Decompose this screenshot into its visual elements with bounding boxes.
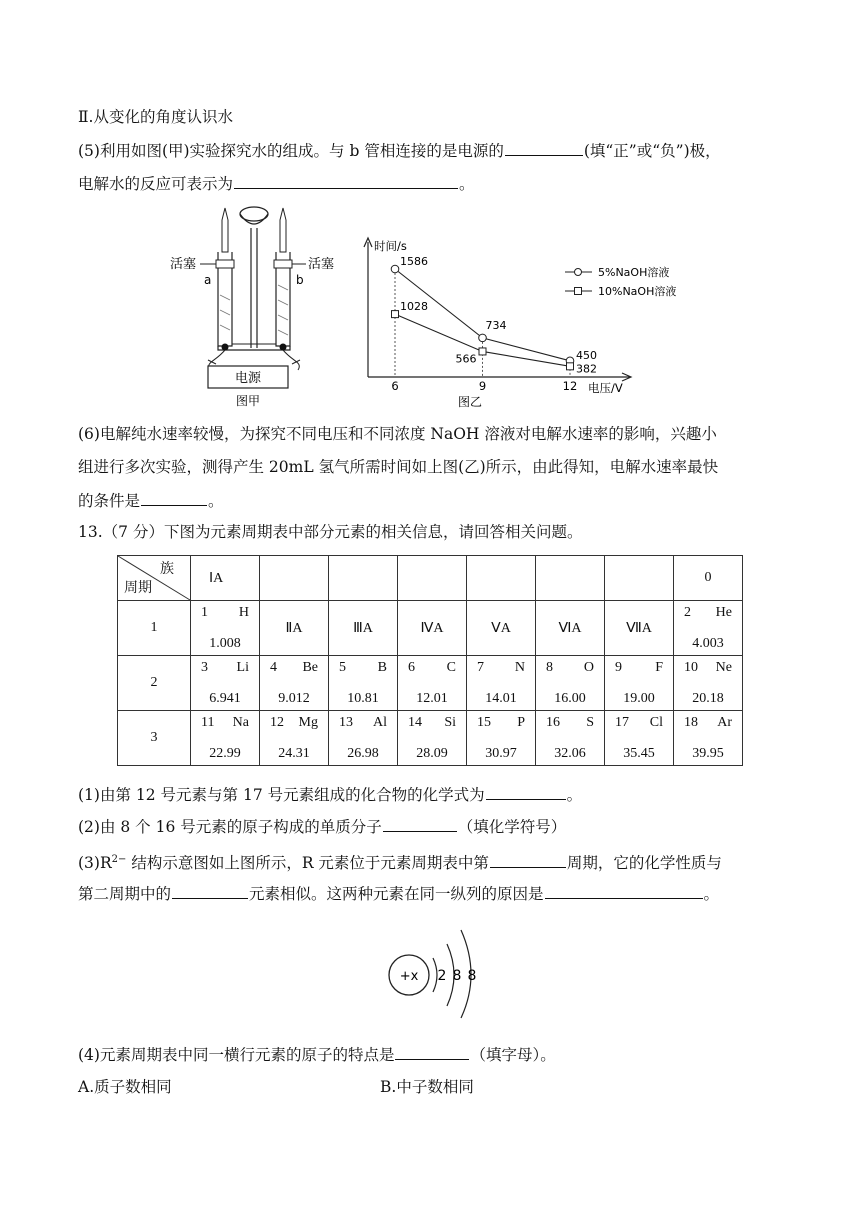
q6-line1: (6)电解纯水速率较慢，为探究不同电压和不同浓度 NaOH 溶液对电解水速率的影响，兴趣小 xyxy=(78,425,717,443)
y-axis-label: 时间/s xyxy=(374,239,407,253)
period-2: 2 xyxy=(118,656,191,711)
element-Si: 14 Si 28.09 xyxy=(408,715,456,761)
period-1: 1 xyxy=(118,601,191,656)
q13-2-blank[interactable] xyxy=(383,815,457,832)
q13-3-line2 xyxy=(78,882,719,905)
q6-line3 xyxy=(78,489,224,512)
q13-3-blank-element[interactable] xyxy=(172,882,248,899)
valve-right-label: 活塞 xyxy=(308,257,335,272)
element-Li: 3 Li 6.941 xyxy=(201,660,249,706)
q6-line2: 组进行多次实验，测得产生 20mL 氢气所需时间如上图(乙)所示，由此得知，电解水速率最快 xyxy=(78,458,719,476)
group-VIA: ⅥA xyxy=(536,601,605,656)
shell-3-electrons: 8 xyxy=(467,968,477,984)
tube-a-label: a xyxy=(204,273,212,287)
q5-text: (5)利用如图(甲)实验探究水的组成。与 b 管相连接的是电源的 xyxy=(78,142,504,160)
q13-4-text: （填字母）。 xyxy=(470,1046,556,1064)
q6-blank-condition[interactable] xyxy=(141,489,207,506)
q13-4-blank[interactable] xyxy=(395,1043,469,1060)
q13-3-line1 xyxy=(78,849,722,874)
periodic-table xyxy=(117,555,743,766)
element-Mg: 12 Mg 24.31 xyxy=(270,715,318,761)
group-VIIA: ⅦA xyxy=(605,601,674,656)
q13-2-text: （填化学符号） xyxy=(457,818,567,836)
group-IVA: ⅣA xyxy=(398,601,467,656)
element-Ne: 10 Ne 20.18 xyxy=(684,660,732,706)
q13-3-text: 。 xyxy=(703,885,720,903)
element-O: 8 O 16.00 xyxy=(546,660,594,706)
option-A[interactable]: A.质子数相同 xyxy=(78,1078,172,1096)
power-label: 电源 xyxy=(234,371,262,386)
data-label: 734 xyxy=(485,318,507,332)
x-axis-label: 电压/V xyxy=(588,381,623,395)
header-corner xyxy=(118,556,191,601)
q13-3-text: 周期，它的化学性质与 xyxy=(566,854,722,873)
group-0: 0 xyxy=(674,556,743,601)
element-He: 2 He 4.003 xyxy=(684,605,732,651)
x-tick-label: 12 xyxy=(562,379,578,393)
q13-1-text: (1)由第 12 号元素与第 17 号元素组成的化合物的化学式为 xyxy=(78,786,485,804)
element-H: 1 H 1.008 xyxy=(201,605,249,651)
q5-text: 。 xyxy=(459,175,475,193)
valve-left-label: 活塞 xyxy=(170,257,197,272)
q13-4-text: (4)元素周期表中同一横行元素的原子的特点是 xyxy=(78,1046,395,1064)
q5-blank-equation[interactable] xyxy=(234,172,458,189)
header-zhouqi: 周期 xyxy=(124,581,152,596)
tube-b-label: b xyxy=(296,273,304,287)
atom-structure-diagram xyxy=(385,918,505,1018)
group-IIA: ⅡA xyxy=(260,601,329,656)
data-label: 1028 xyxy=(400,300,428,314)
data-label: 450 xyxy=(576,348,597,362)
point-5pct xyxy=(479,334,487,342)
nucleus-charge: +x xyxy=(399,969,419,984)
shell-2-electrons: 8 xyxy=(452,968,462,984)
data-label: 566 xyxy=(455,352,477,366)
element-F: 9 F 19.00 xyxy=(615,660,663,706)
q13-1 xyxy=(78,783,582,806)
q13-1-blank[interactable] xyxy=(486,783,566,800)
group-VA: ⅤA xyxy=(467,601,536,656)
legend-10pct: 10%NaOH溶液 xyxy=(598,285,677,298)
chart-caption: 图乙 xyxy=(457,395,483,409)
q5-text: 电解水的反应可表示为 xyxy=(78,175,234,193)
ion-charge: 2− xyxy=(111,854,127,865)
element-B: 5 B 10.81 xyxy=(339,660,387,706)
q6-text: 。 xyxy=(208,492,224,510)
q5-text: (填“正”或“负”)极， xyxy=(583,142,721,160)
period-3: 3 xyxy=(118,711,191,766)
section-title: Ⅱ.从变化的角度认识水 xyxy=(78,108,233,126)
shell-1-electrons: 2 xyxy=(437,968,447,984)
q13-4 xyxy=(78,1043,556,1066)
q13-1-text: 。 xyxy=(566,786,583,804)
point-10pct xyxy=(479,348,486,355)
q13-3-text: (3)R xyxy=(78,854,112,873)
figure-electrolysis-apparatus xyxy=(160,200,340,415)
element-Na: 11 Na 22.99 xyxy=(201,715,249,761)
element-Cl: 17 Cl 35.45 xyxy=(615,715,663,761)
legend-5pct: 5%NaOH溶液 xyxy=(598,266,670,279)
q5-line2 xyxy=(78,172,475,195)
element-P: 15 P 30.97 xyxy=(477,715,525,761)
x-tick-label: 6 xyxy=(391,379,399,393)
q13-3-blank-period[interactable] xyxy=(490,851,566,868)
fig-jia-caption: 图甲 xyxy=(235,394,261,408)
option-B[interactable]: B.中子数相同 xyxy=(380,1078,474,1096)
q13-2 xyxy=(78,815,566,838)
element-Be: 4 Be 9.012 xyxy=(270,660,318,706)
q5-line1 xyxy=(78,139,721,162)
x-tick-label: 9 xyxy=(478,379,487,393)
header-zu: 族 xyxy=(160,562,174,577)
element-S: 16 S 32.06 xyxy=(546,715,594,761)
point-5pct xyxy=(391,265,399,273)
q13-3-text: 第二周期中的 xyxy=(78,885,172,903)
data-label: 1586 xyxy=(400,255,428,268)
q13-3-text: 元素相似。这两种元素在同一纵列的原因是 xyxy=(249,885,544,903)
point-10pct xyxy=(392,311,399,318)
point-10pct xyxy=(567,363,574,370)
q5-blank-pole[interactable] xyxy=(505,139,583,156)
q13-title: 13.（7 分）下图为元素周期表中部分元素的相关信息，请回答相关问题。 xyxy=(78,523,583,541)
q6-text: 的条件是 xyxy=(78,492,141,510)
data-label: 382 xyxy=(576,362,597,376)
element-Al: 13 Al 26.98 xyxy=(339,715,387,761)
q13-3-text: 结构示意图如上图所示，R 元素位于元素周期表中第 xyxy=(126,854,489,873)
q13-3-blank-reason[interactable] xyxy=(545,882,703,899)
element-N: 7 N 14.01 xyxy=(477,660,525,706)
chart-electrolysis-time xyxy=(360,232,677,412)
element-Ar: 18 Ar 39.95 xyxy=(684,715,732,761)
element-C: 6 C 12.01 xyxy=(408,660,456,706)
group-IA: ⅠA xyxy=(191,556,260,601)
q13-2-text: (2)由 8 个 16 号元素的原子构成的单质分子 xyxy=(78,818,382,836)
group-IIIA: ⅢA xyxy=(329,601,398,656)
